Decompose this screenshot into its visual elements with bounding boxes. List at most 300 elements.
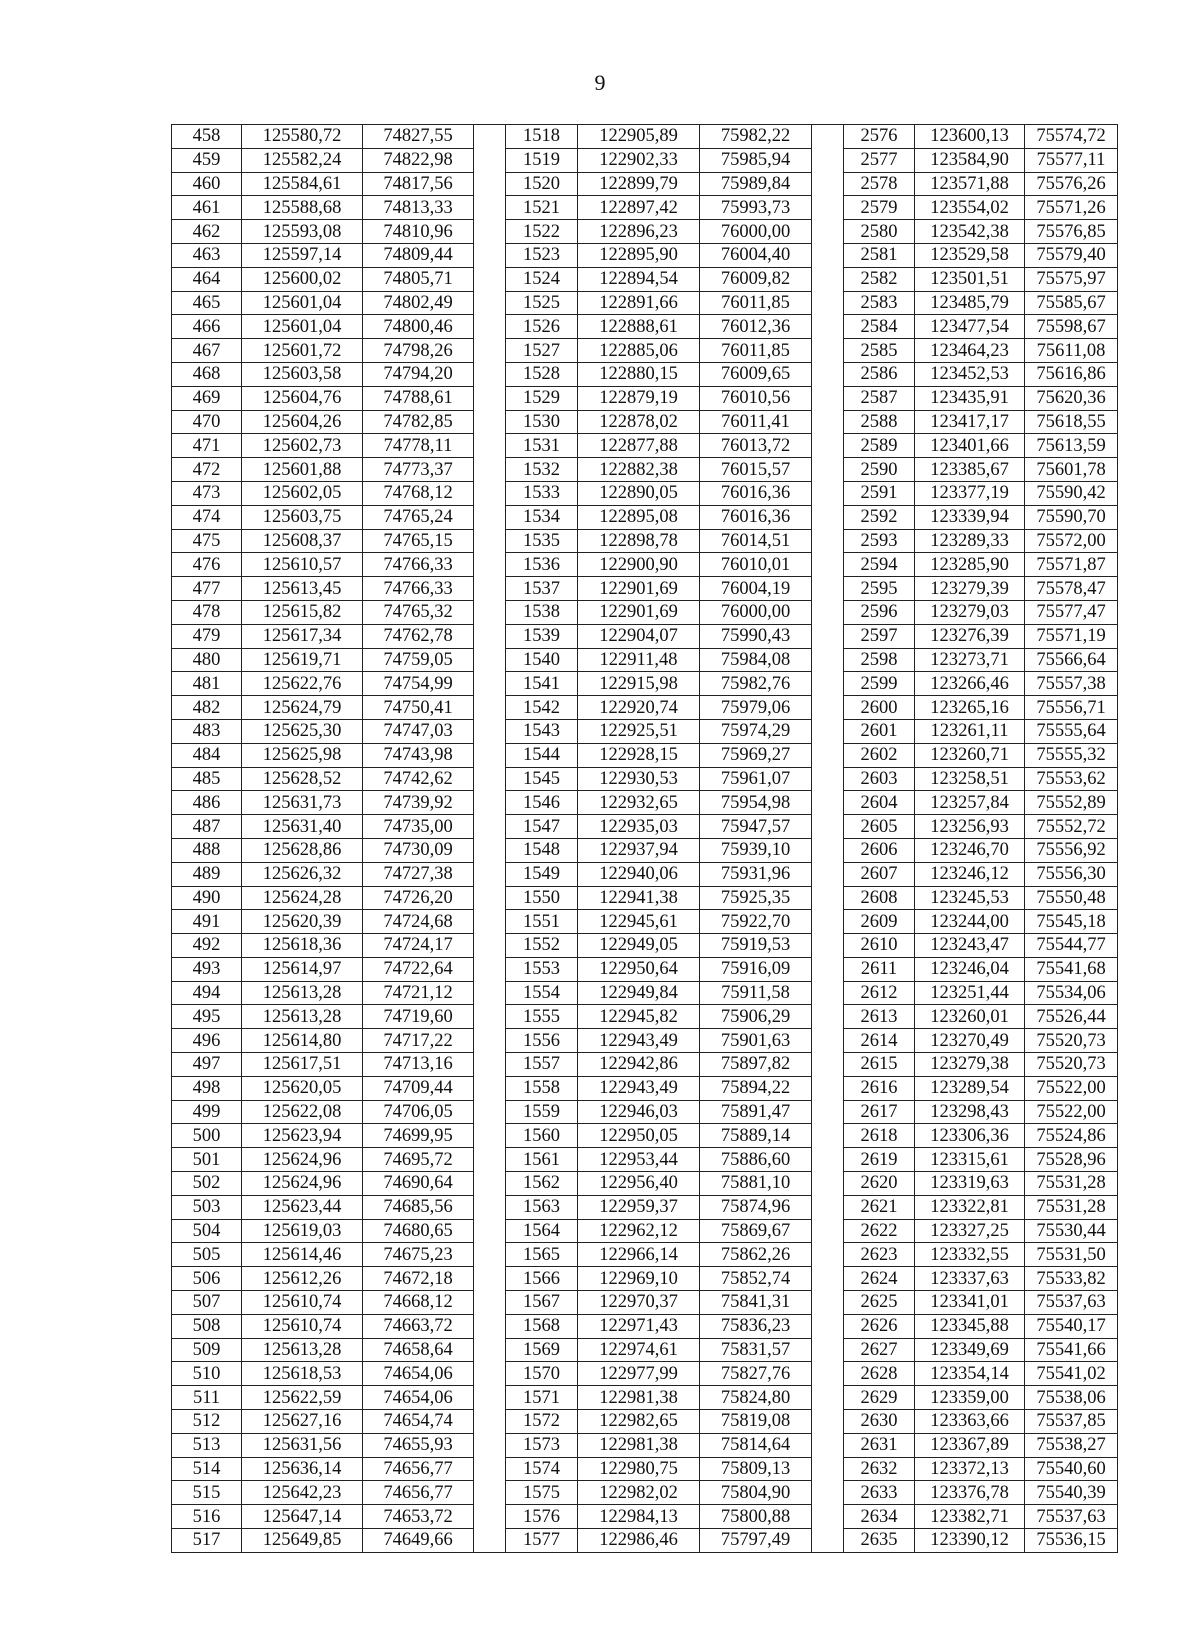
x-coordinate-cell: 125600,02	[242, 267, 363, 291]
column-gap	[812, 1076, 844, 1100]
point-number-cell: 2580	[844, 220, 915, 244]
x-coordinate-cell: 123243,47	[915, 934, 1025, 958]
column-gap	[812, 434, 844, 458]
y-coordinate-cell: 75982,76	[700, 672, 812, 696]
y-coordinate-cell: 76013,72	[700, 434, 812, 458]
point-number-cell: 1561	[506, 1148, 578, 1172]
point-number-cell: 516	[172, 1505, 242, 1529]
x-coordinate-cell: 122900,90	[578, 553, 700, 577]
y-coordinate-cell: 75526,44	[1025, 1005, 1118, 1029]
x-coordinate-cell: 123244,00	[915, 910, 1025, 934]
x-coordinate-cell: 125604,76	[242, 386, 363, 410]
x-coordinate-cell: 125625,30	[242, 719, 363, 743]
y-coordinate-cell: 74794,20	[363, 362, 474, 386]
point-number-cell: 1560	[506, 1124, 578, 1148]
y-coordinate-cell: 75572,00	[1025, 529, 1118, 553]
y-coordinate-cell: 74754,99	[363, 672, 474, 696]
column-gap	[474, 648, 506, 672]
point-number-cell: 1552	[506, 934, 578, 958]
x-coordinate-cell: 125614,46	[242, 1243, 363, 1267]
point-number-cell: 2633	[844, 1481, 915, 1505]
x-coordinate-cell: 125624,96	[242, 1172, 363, 1196]
column-gap	[474, 815, 506, 839]
column-gap	[812, 339, 844, 363]
x-coordinate-cell: 122911,48	[578, 648, 700, 672]
point-number-cell: 2626	[844, 1314, 915, 1338]
column-gap	[474, 1243, 506, 1267]
y-coordinate-cell: 75819,08	[700, 1410, 812, 1434]
y-coordinate-cell: 75601,78	[1025, 458, 1118, 482]
point-number-cell: 504	[172, 1219, 242, 1243]
x-coordinate-cell: 123315,61	[915, 1148, 1025, 1172]
column-gap	[474, 624, 506, 648]
x-coordinate-cell: 125603,75	[242, 505, 363, 529]
point-number-cell: 1570	[506, 1362, 578, 1386]
y-coordinate-cell: 74668,12	[363, 1291, 474, 1315]
y-coordinate-cell: 75894,22	[700, 1076, 812, 1100]
x-coordinate-cell: 123276,39	[915, 624, 1025, 648]
x-coordinate-cell: 125604,26	[242, 410, 363, 434]
y-coordinate-cell: 74827,55	[363, 125, 474, 149]
x-coordinate-cell: 123319,63	[915, 1172, 1025, 1196]
point-number-cell: 2635	[844, 1529, 915, 1553]
x-coordinate-cell: 122920,74	[578, 696, 700, 720]
y-coordinate-cell: 75990,43	[700, 624, 812, 648]
point-number-cell: 487	[172, 815, 242, 839]
point-number-cell: 486	[172, 791, 242, 815]
table-row	[172, 577, 1118, 601]
x-coordinate-cell: 125647,14	[242, 1505, 363, 1529]
y-coordinate-cell: 74655,93	[363, 1433, 474, 1457]
point-number-cell: 1559	[506, 1100, 578, 1124]
point-number-cell: 479	[172, 624, 242, 648]
y-coordinate-cell: 75571,26	[1025, 196, 1118, 220]
y-coordinate-cell: 76010,01	[700, 553, 812, 577]
y-coordinate-cell: 75897,82	[700, 1053, 812, 1077]
table-row	[172, 1433, 1118, 1457]
column-gap	[812, 1243, 844, 1267]
point-number-cell: 2583	[844, 291, 915, 315]
y-coordinate-cell: 75925,35	[700, 886, 812, 910]
y-coordinate-cell: 75578,47	[1025, 577, 1118, 601]
table-row	[172, 696, 1118, 720]
x-coordinate-cell: 122949,84	[578, 981, 700, 1005]
point-number-cell: 1540	[506, 648, 578, 672]
x-coordinate-cell: 122905,89	[578, 125, 700, 149]
column-gap	[812, 386, 844, 410]
y-coordinate-cell: 75954,98	[700, 791, 812, 815]
y-coordinate-cell: 76000,00	[700, 600, 812, 624]
x-coordinate-cell: 122969,10	[578, 1267, 700, 1291]
y-coordinate-cell: 76016,36	[700, 505, 812, 529]
point-number-cell: 1568	[506, 1314, 578, 1338]
x-coordinate-cell: 123245,53	[915, 886, 1025, 910]
column-gap	[474, 838, 506, 862]
point-number-cell: 2588	[844, 410, 915, 434]
point-number-cell: 499	[172, 1100, 242, 1124]
point-number-cell: 1557	[506, 1053, 578, 1077]
y-coordinate-cell: 75537,85	[1025, 1410, 1118, 1434]
point-number-cell: 1551	[506, 910, 578, 934]
table-row	[172, 1243, 1118, 1267]
point-number-cell: 1532	[506, 458, 578, 482]
column-gap	[812, 1291, 844, 1315]
column-gap	[812, 957, 844, 981]
x-coordinate-cell: 125602,05	[242, 481, 363, 505]
point-number-cell: 477	[172, 577, 242, 601]
point-number-cell: 2576	[844, 125, 915, 149]
x-coordinate-cell: 125624,96	[242, 1148, 363, 1172]
point-number-cell: 2631	[844, 1433, 915, 1457]
point-number-cell: 1536	[506, 553, 578, 577]
y-coordinate-cell: 75536,15	[1025, 1529, 1118, 1553]
column-gap	[474, 1148, 506, 1172]
y-coordinate-cell: 74730,09	[363, 838, 474, 862]
point-number-cell: 1577	[506, 1529, 578, 1553]
table-row	[172, 1505, 1118, 1529]
y-coordinate-cell: 75544,77	[1025, 934, 1118, 958]
point-number-cell: 1549	[506, 862, 578, 886]
y-coordinate-cell: 76004,40	[700, 243, 812, 267]
y-coordinate-cell: 75939,10	[700, 838, 812, 862]
point-number-cell: 461	[172, 196, 242, 220]
point-number-cell: 469	[172, 386, 242, 410]
y-coordinate-cell: 76004,19	[700, 577, 812, 601]
y-coordinate-cell: 75590,42	[1025, 481, 1118, 505]
table-row	[172, 624, 1118, 648]
y-coordinate-cell: 75577,47	[1025, 600, 1118, 624]
y-coordinate-cell: 74654,06	[363, 1386, 474, 1410]
point-number-cell: 517	[172, 1529, 242, 1553]
y-coordinate-cell: 75520,73	[1025, 1029, 1118, 1053]
table-row	[172, 1172, 1118, 1196]
y-coordinate-cell: 74658,64	[363, 1338, 474, 1362]
point-number-cell: 511	[172, 1386, 242, 1410]
x-coordinate-cell: 123341,01	[915, 1291, 1025, 1315]
point-number-cell: 476	[172, 553, 242, 577]
point-number-cell: 2595	[844, 577, 915, 601]
x-coordinate-cell: 123501,51	[915, 267, 1025, 291]
x-coordinate-cell: 123260,71	[915, 743, 1025, 767]
point-number-cell: 1538	[506, 600, 578, 624]
point-number-cell: 1542	[506, 696, 578, 720]
y-coordinate-cell: 75540,39	[1025, 1481, 1118, 1505]
x-coordinate-cell: 125601,04	[242, 315, 363, 339]
table-row	[172, 148, 1118, 172]
column-gap	[812, 1338, 844, 1362]
x-coordinate-cell: 123273,71	[915, 648, 1025, 672]
point-number-cell: 2627	[844, 1338, 915, 1362]
point-number-cell: 462	[172, 220, 242, 244]
y-coordinate-cell: 75537,63	[1025, 1291, 1118, 1315]
x-coordinate-cell: 122970,37	[578, 1291, 700, 1315]
point-number-cell: 2619	[844, 1148, 915, 1172]
y-coordinate-cell: 75531,50	[1025, 1243, 1118, 1267]
point-number-cell: 506	[172, 1267, 242, 1291]
point-number-cell: 1544	[506, 743, 578, 767]
x-coordinate-cell: 125625,98	[242, 743, 363, 767]
y-coordinate-cell: 75618,55	[1025, 410, 1118, 434]
column-gap	[812, 1053, 844, 1077]
x-coordinate-cell: 122930,53	[578, 767, 700, 791]
x-coordinate-cell: 123464,23	[915, 339, 1025, 363]
y-coordinate-cell: 75579,40	[1025, 243, 1118, 267]
x-coordinate-cell: 125584,61	[242, 172, 363, 196]
y-coordinate-cell: 74719,60	[363, 1005, 474, 1029]
x-coordinate-cell: 122885,06	[578, 339, 700, 363]
y-coordinate-cell: 74766,33	[363, 553, 474, 577]
y-coordinate-cell: 74766,33	[363, 577, 474, 601]
point-number-cell: 2584	[844, 315, 915, 339]
point-number-cell: 2617	[844, 1100, 915, 1124]
column-gap	[812, 1029, 844, 1053]
y-coordinate-cell: 74654,06	[363, 1362, 474, 1386]
y-coordinate-cell: 76016,36	[700, 481, 812, 505]
y-coordinate-cell: 75530,44	[1025, 1219, 1118, 1243]
column-gap	[474, 267, 506, 291]
y-coordinate-cell: 75553,62	[1025, 767, 1118, 791]
coordinates-table	[171, 124, 1118, 1553]
point-number-cell: 2632	[844, 1457, 915, 1481]
table-row	[172, 1386, 1118, 1410]
point-number-cell: 473	[172, 481, 242, 505]
point-number-cell: 2597	[844, 624, 915, 648]
x-coordinate-cell: 123251,44	[915, 981, 1025, 1005]
x-coordinate-cell: 125649,85	[242, 1529, 363, 1553]
column-gap	[474, 743, 506, 767]
x-coordinate-cell: 123554,02	[915, 196, 1025, 220]
x-coordinate-cell: 123337,63	[915, 1267, 1025, 1291]
x-coordinate-cell: 122940,06	[578, 862, 700, 886]
y-coordinate-cell: 74713,16	[363, 1053, 474, 1077]
point-number-cell: 2608	[844, 886, 915, 910]
y-coordinate-cell: 74809,44	[363, 243, 474, 267]
x-coordinate-cell: 123256,93	[915, 815, 1025, 839]
point-number-cell: 467	[172, 339, 242, 363]
column-gap	[474, 362, 506, 386]
x-coordinate-cell: 123367,89	[915, 1433, 1025, 1457]
table-row	[172, 386, 1118, 410]
y-coordinate-cell: 74743,98	[363, 743, 474, 767]
table-row	[172, 743, 1118, 767]
y-coordinate-cell: 75598,67	[1025, 315, 1118, 339]
y-coordinate-cell: 75901,63	[700, 1029, 812, 1053]
y-coordinate-cell: 75522,00	[1025, 1100, 1118, 1124]
x-coordinate-cell: 125619,71	[242, 648, 363, 672]
column-gap	[474, 315, 506, 339]
column-gap	[812, 624, 844, 648]
point-number-cell: 1530	[506, 410, 578, 434]
x-coordinate-cell: 123246,70	[915, 838, 1025, 862]
column-gap	[474, 458, 506, 482]
x-coordinate-cell: 123372,13	[915, 1457, 1025, 1481]
point-number-cell: 2616	[844, 1076, 915, 1100]
y-coordinate-cell: 74727,38	[363, 862, 474, 886]
column-gap	[812, 815, 844, 839]
point-number-cell: 2582	[844, 267, 915, 291]
column-gap	[812, 315, 844, 339]
y-coordinate-cell: 75841,31	[700, 1291, 812, 1315]
column-gap	[474, 934, 506, 958]
y-coordinate-cell: 74675,23	[363, 1243, 474, 1267]
y-coordinate-cell: 75537,63	[1025, 1505, 1118, 1529]
table-row	[172, 886, 1118, 910]
x-coordinate-cell: 125601,72	[242, 339, 363, 363]
point-number-cell: 482	[172, 696, 242, 720]
point-number-cell: 2592	[844, 505, 915, 529]
x-coordinate-cell: 125636,14	[242, 1457, 363, 1481]
column-gap	[812, 672, 844, 696]
table-row	[172, 1410, 1118, 1434]
table-row	[172, 243, 1118, 267]
table-row	[172, 934, 1118, 958]
point-number-cell: 2602	[844, 743, 915, 767]
x-coordinate-cell: 125608,37	[242, 529, 363, 553]
x-coordinate-cell: 123485,79	[915, 291, 1025, 315]
point-number-cell: 494	[172, 981, 242, 1005]
table-row	[172, 362, 1118, 386]
x-coordinate-cell: 125622,59	[242, 1386, 363, 1410]
table-row	[172, 458, 1118, 482]
column-gap	[812, 148, 844, 172]
column-gap	[812, 196, 844, 220]
point-number-cell: 1543	[506, 719, 578, 743]
table-row	[172, 339, 1118, 363]
x-coordinate-cell: 125642,23	[242, 1481, 363, 1505]
column-gap	[812, 1386, 844, 1410]
y-coordinate-cell: 75984,08	[700, 648, 812, 672]
y-coordinate-cell: 74656,77	[363, 1481, 474, 1505]
x-coordinate-cell: 123339,94	[915, 505, 1025, 529]
y-coordinate-cell: 75979,06	[700, 696, 812, 720]
point-number-cell: 485	[172, 767, 242, 791]
y-coordinate-cell: 74680,65	[363, 1219, 474, 1243]
x-coordinate-cell: 122935,03	[578, 815, 700, 839]
x-coordinate-cell: 125582,24	[242, 148, 363, 172]
x-coordinate-cell: 122945,82	[578, 1005, 700, 1029]
x-coordinate-cell: 123322,81	[915, 1195, 1025, 1219]
y-coordinate-cell: 75520,73	[1025, 1053, 1118, 1077]
table-row	[172, 267, 1118, 291]
table-row	[172, 1124, 1118, 1148]
column-gap	[474, 1338, 506, 1362]
point-number-cell: 1526	[506, 315, 578, 339]
x-coordinate-cell: 123257,84	[915, 791, 1025, 815]
column-gap	[474, 767, 506, 791]
table-row	[172, 791, 1118, 815]
x-coordinate-cell: 125602,73	[242, 434, 363, 458]
column-gap	[474, 981, 506, 1005]
table-row	[172, 1529, 1118, 1553]
y-coordinate-cell: 74788,61	[363, 386, 474, 410]
table-row	[172, 1481, 1118, 1505]
y-coordinate-cell: 75552,72	[1025, 815, 1118, 839]
x-coordinate-cell: 123417,17	[915, 410, 1025, 434]
table-row	[172, 553, 1118, 577]
table-row	[172, 196, 1118, 220]
y-coordinate-cell: 74782,85	[363, 410, 474, 434]
point-number-cell: 2605	[844, 815, 915, 839]
point-number-cell: 2607	[844, 862, 915, 886]
y-coordinate-cell: 74810,96	[363, 220, 474, 244]
column-gap	[474, 1076, 506, 1100]
point-number-cell: 501	[172, 1148, 242, 1172]
y-coordinate-cell: 74653,72	[363, 1505, 474, 1529]
column-gap	[474, 672, 506, 696]
column-gap	[812, 267, 844, 291]
x-coordinate-cell: 125624,28	[242, 886, 363, 910]
y-coordinate-cell: 75531,28	[1025, 1195, 1118, 1219]
x-coordinate-cell: 123258,51	[915, 767, 1025, 791]
column-gap	[812, 243, 844, 267]
x-coordinate-cell: 125619,03	[242, 1219, 363, 1243]
x-coordinate-cell: 122980,75	[578, 1457, 700, 1481]
y-coordinate-cell: 74735,00	[363, 815, 474, 839]
point-number-cell: 471	[172, 434, 242, 458]
column-gap	[474, 1481, 506, 1505]
point-number-cell: 2622	[844, 1219, 915, 1243]
x-coordinate-cell: 125631,56	[242, 1433, 363, 1457]
point-number-cell: 2594	[844, 553, 915, 577]
column-gap	[812, 1005, 844, 1029]
y-coordinate-cell: 74654,74	[363, 1410, 474, 1434]
x-coordinate-cell: 123260,01	[915, 1005, 1025, 1029]
point-number-cell: 500	[172, 1124, 242, 1148]
x-coordinate-cell: 125623,44	[242, 1195, 363, 1219]
column-gap	[812, 362, 844, 386]
point-number-cell: 1567	[506, 1291, 578, 1315]
x-coordinate-cell: 122928,15	[578, 743, 700, 767]
point-number-cell: 1533	[506, 481, 578, 505]
x-coordinate-cell: 125601,04	[242, 291, 363, 315]
point-number-cell: 1555	[506, 1005, 578, 1029]
y-coordinate-cell: 75874,96	[700, 1195, 812, 1219]
column-gap	[474, 434, 506, 458]
x-coordinate-cell: 122894,54	[578, 267, 700, 291]
point-number-cell: 1554	[506, 981, 578, 1005]
y-coordinate-cell: 74762,78	[363, 624, 474, 648]
table-row	[172, 767, 1118, 791]
x-coordinate-cell: 125610,74	[242, 1314, 363, 1338]
table-row	[172, 1457, 1118, 1481]
column-gap	[474, 1053, 506, 1077]
x-coordinate-cell: 123345,88	[915, 1314, 1025, 1338]
column-gap	[474, 196, 506, 220]
x-coordinate-cell: 123542,38	[915, 220, 1025, 244]
x-coordinate-cell: 123289,33	[915, 529, 1025, 553]
x-coordinate-cell: 125628,86	[242, 838, 363, 862]
x-coordinate-cell: 122981,38	[578, 1386, 700, 1410]
table-row	[172, 434, 1118, 458]
y-coordinate-cell: 75611,08	[1025, 339, 1118, 363]
x-coordinate-cell: 123584,90	[915, 148, 1025, 172]
x-coordinate-cell: 123354,14	[915, 1362, 1025, 1386]
y-coordinate-cell: 74726,20	[363, 886, 474, 910]
point-number-cell: 1547	[506, 815, 578, 839]
y-coordinate-cell: 74690,64	[363, 1172, 474, 1196]
point-number-cell: 2629	[844, 1386, 915, 1410]
y-coordinate-cell: 75577,11	[1025, 148, 1118, 172]
x-coordinate-cell: 125610,74	[242, 1291, 363, 1315]
x-coordinate-cell: 125620,05	[242, 1076, 363, 1100]
y-coordinate-cell: 75541,68	[1025, 957, 1118, 981]
column-gap	[474, 577, 506, 601]
column-gap	[812, 529, 844, 553]
column-gap	[812, 1362, 844, 1386]
x-coordinate-cell: 122878,02	[578, 410, 700, 434]
x-coordinate-cell: 125580,72	[242, 125, 363, 149]
point-number-cell: 1545	[506, 767, 578, 791]
